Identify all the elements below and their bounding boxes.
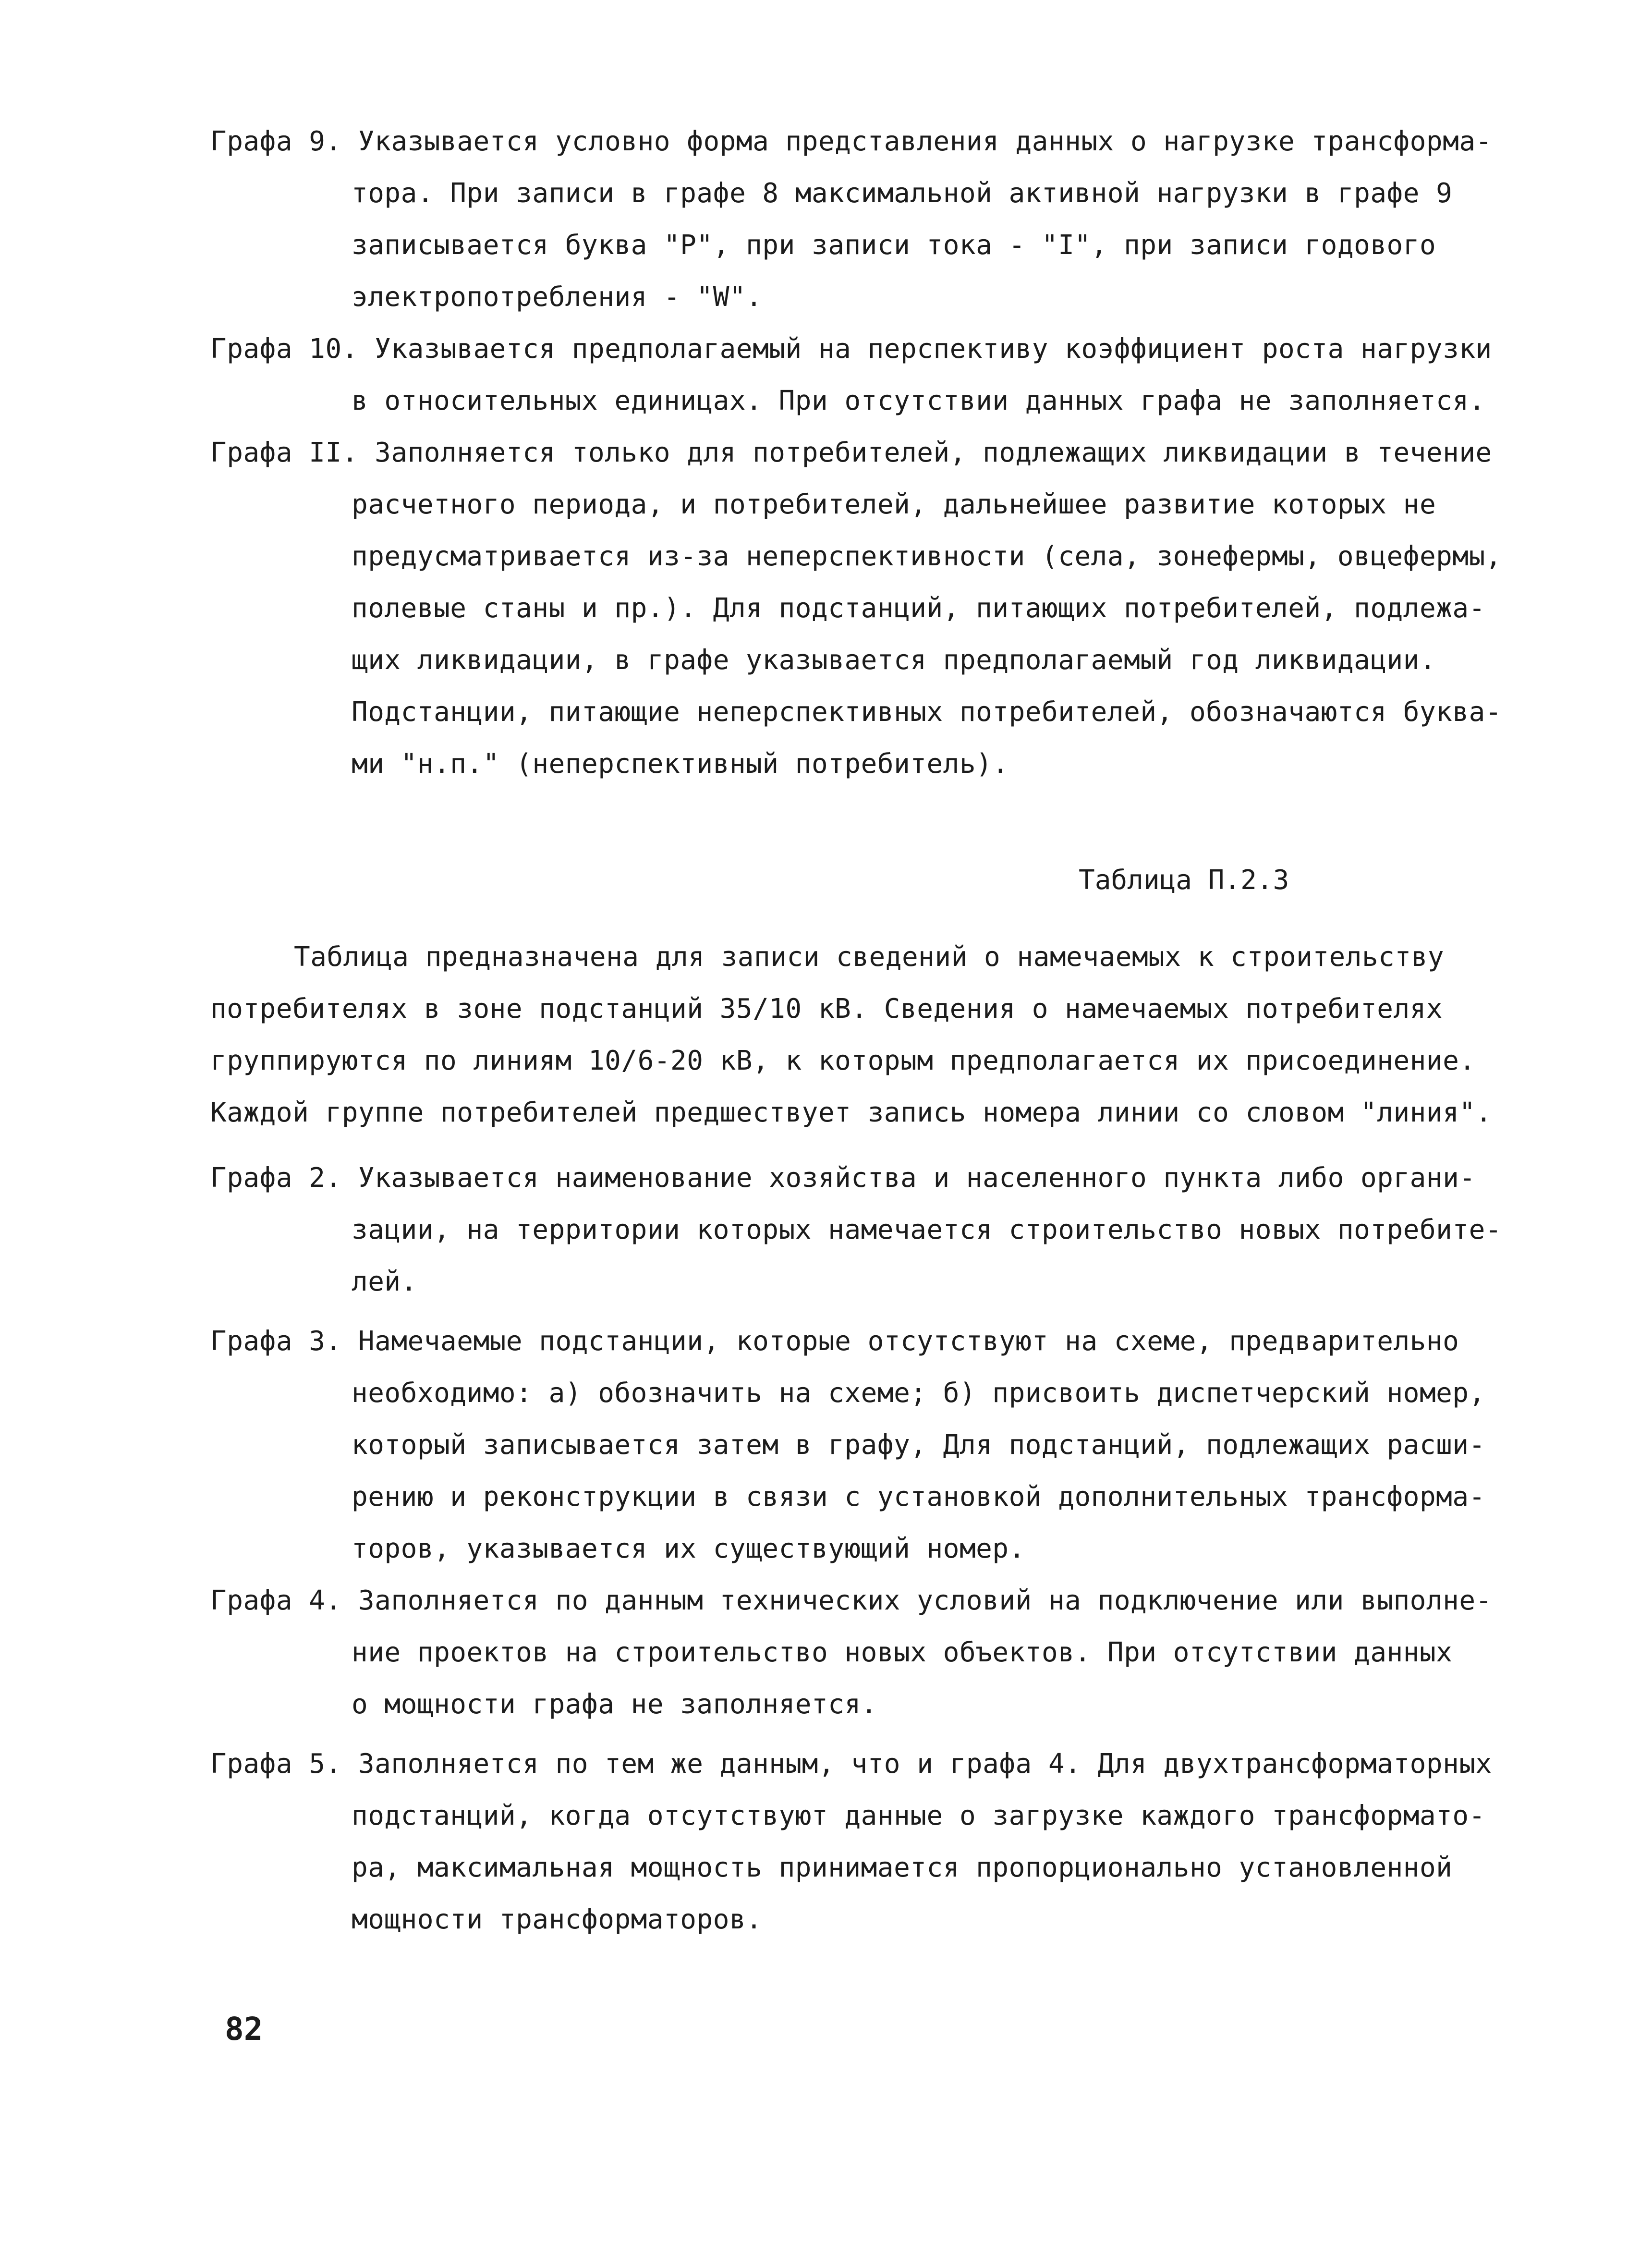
graph2-line-1: Графа 2. Указывается наименование хозяйства и населенного пункта либо органи-: [210, 1162, 1476, 1194]
graph11-line-6: Подстанции, питающие неперспективных потребителей, обозначаются буква-: [352, 696, 1502, 728]
graph5-line-3: ра, максимальная мощность принимается пропорционально установленной: [352, 1852, 1453, 1883]
graph4-line-2: ние проектов на строительство новых объектов. При отсутствии данных: [352, 1637, 1453, 1668]
graph3-line-3: который записывается затем в графу, Для подстанций, подлежащих расши-: [352, 1429, 1485, 1461]
graph2-line-3: лей.: [352, 1266, 417, 1297]
graph2-line-2: зации, на территории которых намечается строительство новых потребите-: [352, 1214, 1502, 1245]
graph10-line-2: в относительных единицах. При отсутствии данных графа не заполняется.: [352, 385, 1485, 416]
page-number: 82: [225, 2011, 263, 2048]
graph4-line-1: Графа 4. Заполняется по данным технических условий на подключение или выполне-: [210, 1585, 1492, 1616]
graph5-line-1: Графа 5. Заполняется по тем же данным, что и графа 4. Для двухтрансформаторных: [210, 1748, 1492, 1780]
graph3-line-4: рению и реконструкции в связи с установкой дополнительных трансформа-: [352, 1481, 1485, 1512]
intro-line-2: потребителях в зоне подстанций 35/10 кВ. Сведения о намечаемых потребителях: [210, 993, 1443, 1024]
graph11-line-4: полевые станы и пр.). Для подстанций, питающих потребителей, подлежа-: [352, 593, 1485, 624]
graph11-line-1: Графа II. Заполняется только для потребителей, подлежащих ликвидации в течение: [210, 437, 1492, 468]
graph5-line-4: мощности трансформаторов.: [352, 1904, 763, 1935]
intro-line-4: Каждой группе потребителей предшествует запись номера линии со словом "линия".: [210, 1097, 1492, 1128]
intro-line-1: Таблица предназначена для записи сведений о намечаемых к строительству: [294, 941, 1445, 973]
graph4-line-3: о мощности графа не заполняется.: [352, 1689, 877, 1720]
graph9-line-2: тора. При записи в графе 8 максимальной активной нагрузки в графе 9: [352, 178, 1453, 209]
graph11-line-2: расчетного периода, и потребителей, дальнейшее развитие которых не: [352, 489, 1436, 520]
graph3-line-5: торов, указывается их существующий номер.: [352, 1533, 1025, 1564]
graph5-line-2: подстанций, когда отсутствуют данные о загрузке каждого трансформато-: [352, 1800, 1485, 1831]
graph3-line-2: необходимо: а) обозначить на схеме; б) присвоить диспетчерский номер,: [352, 1378, 1485, 1409]
graph11-line-5: щих ликвидации, в графе указывается предполагаемый год ликвидации.: [352, 645, 1436, 676]
graph9-line-1: Графа 9. Указывается условно форма представления данных о нагрузке трансформа-: [210, 126, 1492, 157]
graph9-line-3: записывается буква "Р", при записи тока - "I", при записи годового: [352, 230, 1436, 261]
graph9-line-4: электропотребления - "W".: [352, 281, 763, 313]
intro-line-3: группируются по линиям 10/6-20 кВ, к которым предполагается их присоединение.: [210, 1045, 1476, 1076]
graph11-line-7: ми "н.п." (неперспективный потребитель).: [352, 748, 1009, 780]
graph10-line-1: Графа 10. Указывается предполагаемый на перспективу коэффициент роста нагрузки: [210, 333, 1492, 365]
graph11-line-3: предусматривается из-за неперспективности (села, зонефермы, овцефермы,: [352, 541, 1502, 572]
graph3-line-1: Графа 3. Намечаемые подстанции, которые отсутствуют на схеме, предварительно: [210, 1326, 1459, 1357]
table-heading: Таблица П.2.3: [1079, 865, 1289, 896]
